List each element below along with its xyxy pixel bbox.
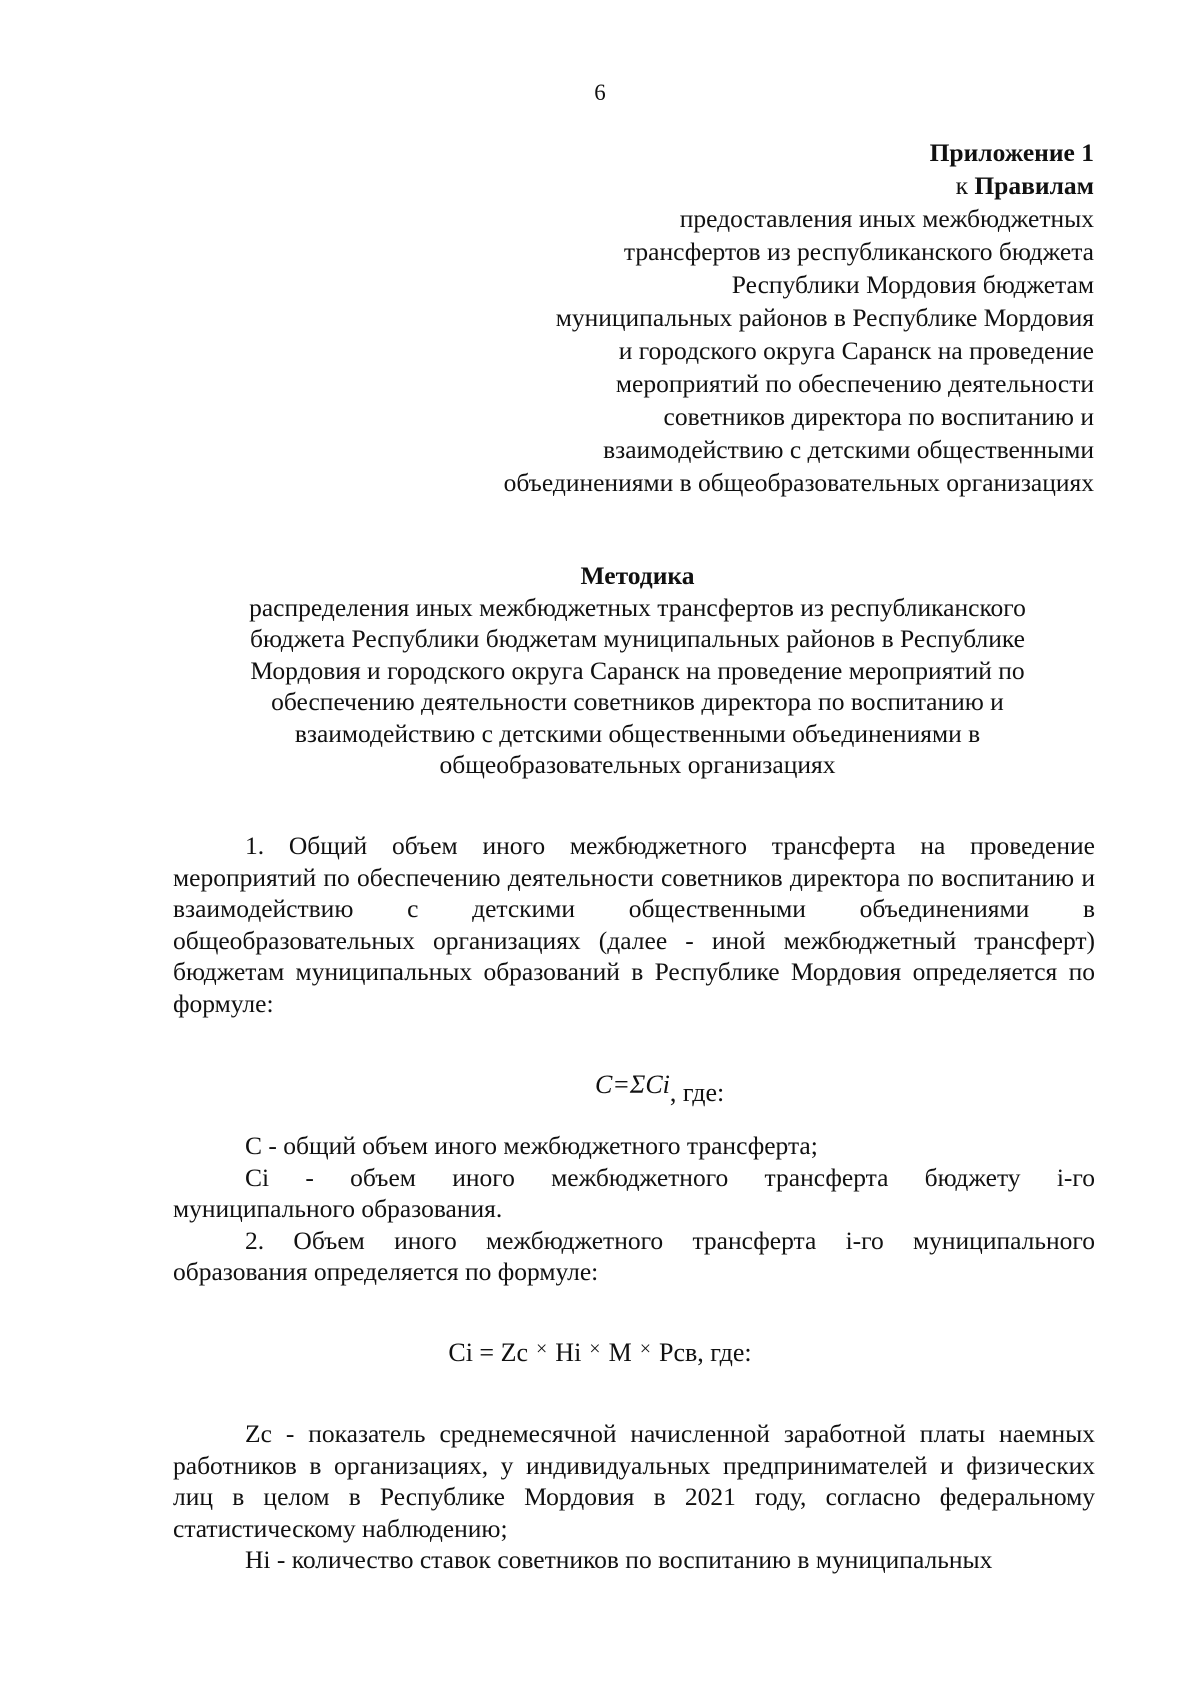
methodika-line: обеспечению деятельности советников директора по воспитанию и (271, 687, 1004, 716)
definition-zc: Zc - показатель среднемесячной начисленной заработной платы наемных работников в организациях, у индивидуальных предпринимателей и физических лиц в целом в Республике Мордовия в 2021 году, согласно федеральному статистическому наблюдению; (173, 1419, 1095, 1543)
methodika-line: распределения иных межбюджетных трансфертов из республиканского (249, 592, 1026, 622)
page-number: 6 (594, 80, 606, 105)
appendix-rules-line (504, 169, 1094, 202)
appendix-line: трансфертов из республиканского бюджета (623, 237, 1094, 266)
times-sign: × (589, 1338, 601, 1360)
methodika-title: Методика (580, 561, 695, 590)
methodika-line: Мордовия и городского округа Саранск на проведение мероприятий по (250, 655, 1025, 685)
methodika-line: взаимодействию с детскими общественными объединениями в (294, 718, 981, 748)
formula-total (595, 1070, 725, 1107)
times-sign: × (639, 1338, 651, 1360)
appendix-line: объединениями в общеобразовательных организациях (503, 468, 1094, 497)
times-sign: × (536, 1338, 548, 1360)
definition-ci: Ci - объем иного межбюджетного трансферта бюджету i-го (245, 1162, 1095, 1192)
appendix-rules-word: Правилам (974, 171, 1094, 200)
formula-ci (0, 1338, 1200, 1368)
section1-block (173, 830, 1095, 1019)
methodika-line: общеобразовательных организациях (439, 750, 836, 779)
appendix-line: предоставления иных межбюджетных (679, 204, 1094, 233)
appendix-line: Республики Мордовия бюджетам (731, 270, 1094, 299)
formula-total-where: , где: (669, 1078, 725, 1107)
methodika-line: бюджета Республики бюджетам муниципальных районов в Республике (250, 624, 1025, 653)
appendix-line: взаимодействию с детскими общественными (603, 435, 1094, 464)
appendix-line: и городского округа Саранск на проведение (618, 336, 1094, 365)
definition-c: С - общий объем иного межбюджетного трансферта; (245, 1131, 818, 1160)
formula-ci-part: M (608, 1338, 632, 1367)
definition-hi: Hi - количество ставок советников по воспитанию в муниципальных (245, 1545, 993, 1574)
appendix-header (504, 136, 1094, 499)
methodika-block (195, 560, 1080, 781)
appendix-rules-prefix: к (955, 171, 975, 200)
definitions2-block (173, 1418, 1095, 1576)
appendix-line: муниципальных районов в Республике Мордовия (555, 303, 1094, 332)
formula-ci-part: Hi (555, 1338, 582, 1367)
section1-paragraph: 1. Общий объем иного межбюджетного трансферта на проведение мероприятий по обеспечению деятельности советников директора по воспитанию и взаимодействию с детскими общественными объединениями в общеобразовательных организациях (далее - иной межбюджетный трансферт) бюджетам муниципальных образований в Республике Мордовия определяется по формуле: (173, 831, 1095, 1018)
definitions1-block (173, 1130, 1095, 1288)
section2-paragraph: 2. Объем иного межбюджетного трансферта i-го муниципального образования определяется по формуле: (173, 1225, 1095, 1286)
appendix-title: Приложение 1 (929, 138, 1094, 167)
formula-ci-part: Pсв, где: (658, 1338, 752, 1367)
appendix-line: советников директора по воспитанию и (663, 402, 1094, 431)
formula-total-expr: C=ΣCi (595, 1070, 670, 1099)
definition-ci-continued: муниципального образования. (173, 1194, 503, 1223)
formula-ci-part: Ci = Zc (448, 1338, 529, 1367)
appendix-line: мероприятий по обеспечению деятельности (615, 369, 1094, 398)
